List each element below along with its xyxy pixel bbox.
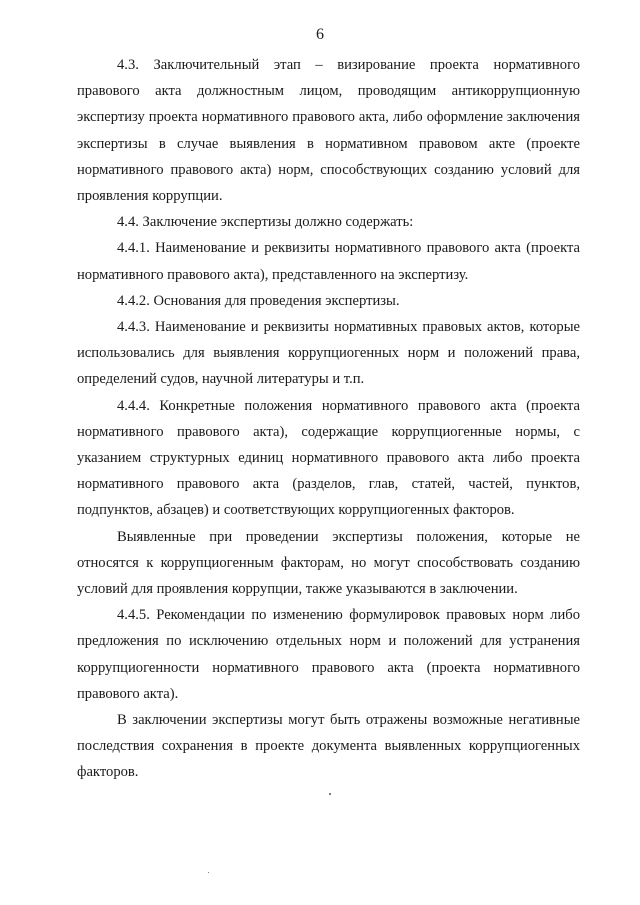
paragraph-4-4-4: 4.4.4. Конкретные положения нормативного правового акта (проекта нормативного правового акта), содержащие коррупциогенные нормы, с указанием структурных единиц нормативного правового акта либо проекта нормативного правового акта (разделов, глав, статей, частей, пунктов, подпунктов, абзацев) и соответствующих коррупциогенных факторов. (77, 397, 580, 519)
paragraph-4-4-5: 4.4.5. Рекомендации по изменению формулировок правовых норм либо предложения по исключению отдельных норм и положений для устранения коррупциогенности нормативного правового акта (проекта нормативного правового акта). (77, 607, 580, 702)
paragraph-4-4-1: 4.4.1. Наименование и реквизиты нормативного правового акта (проекта нормативного правового акта), представленного на экспертизу. (77, 240, 580, 283)
scan-speck (208, 872, 209, 873)
paragraph-4-4-3: 4.4.3. Наименование и реквизиты нормативных правовых актов, которые использовались для выявления коррупциогенных норм и положений права, определений судов, научной литературы и т.п. (77, 319, 580, 388)
page-number: 6 (316, 26, 324, 43)
paragraph-4-3: 4.3. Заключительный этап – визирование проекта нормативного правового акта должностным лицом, проводящим антикоррупционную экспертизу проекта нормативного правового акта, либо оформление заключения экспертизы в случае выявления в нормативном правовом акте (проекте нормативного правового акта) норм, способствующих созданию условий для проявления коррупции. (77, 57, 580, 205)
paragraph-4-4-2: 4.4.2. Основания для проведения экспертизы. (117, 292, 400, 309)
paragraph-negative-consequences: В заключении экспертизы могут быть отражены возможные негативные последствия сохранения в проекте документа выявленных коррупциогенных факторов. (77, 712, 580, 781)
paragraph-4-4: 4.4. Заключение экспертизы должно содержать: (117, 214, 414, 231)
document-body (77, 52, 580, 786)
paragraph-identified-provisions: Выявленные при проведении экспертизы положения, которые не относятся к коррупциогенным факторам, но могут способствовать созданию условий для проявления коррупции, также указываются в заключении. (77, 528, 580, 598)
scan-speck (329, 793, 331, 795)
